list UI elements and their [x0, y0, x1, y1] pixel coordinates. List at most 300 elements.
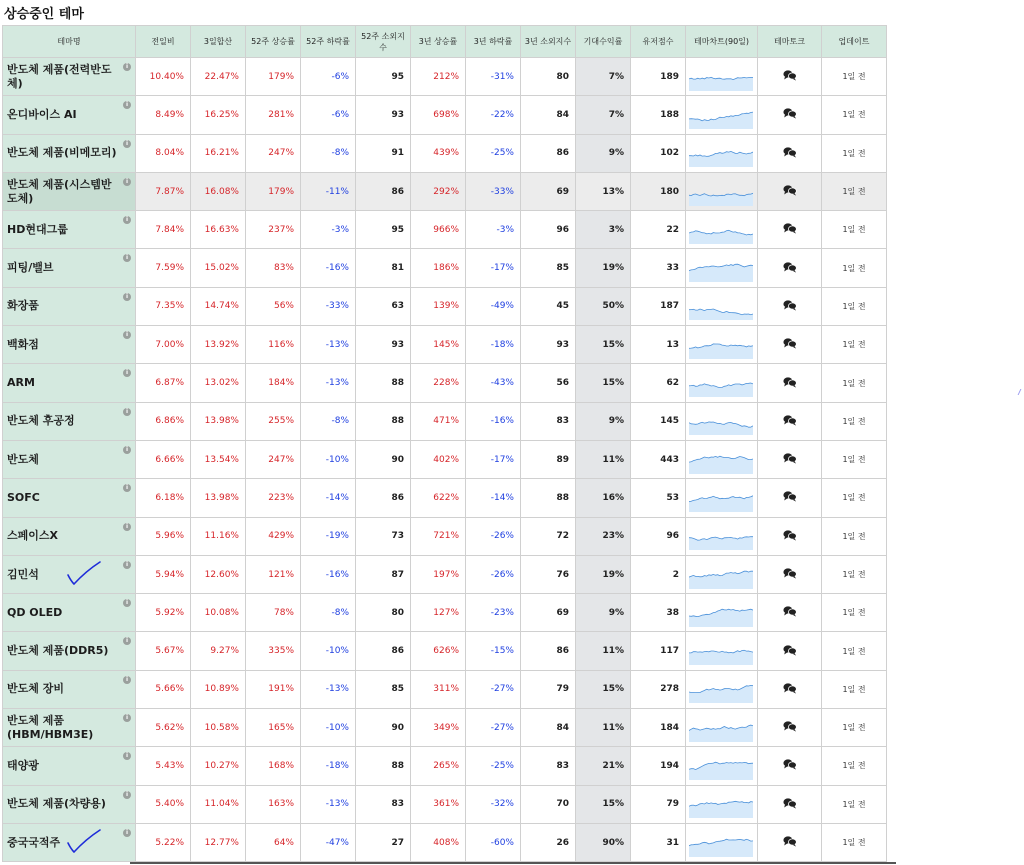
cell-3day-sum: 13.92% [191, 326, 246, 364]
theme-chart-cell[interactable] [686, 249, 758, 287]
theme-name-link[interactable]: QD OLED [7, 605, 63, 619]
header-52w-rise[interactable]: 52주 상승률 [246, 26, 301, 58]
cell-3y-fall: -27% [466, 709, 521, 747]
cell-3y-rise: 408% [411, 823, 466, 861]
theme-name-cell[interactable] [3, 96, 136, 134]
info-circle-icon[interactable]: i [123, 63, 131, 71]
header-expected-return[interactable]: 기대수익률 [576, 26, 631, 58]
cell-3day-sum: 13.02% [191, 364, 246, 402]
theme-name-link[interactable]: 반도체 제품(비메모리) [7, 146, 117, 160]
sparkline-area [689, 77, 753, 91]
header-update[interactable]: 업데이트 [822, 26, 887, 58]
cell-expected-return: 7% [576, 58, 631, 96]
theme-name-cell[interactable] [3, 555, 136, 593]
table-row[interactable] [3, 58, 887, 96]
cell-update: 1일 전 [822, 709, 887, 747]
info-circle-icon[interactable]: i [123, 254, 131, 262]
cell-52w-fall: -6% [301, 58, 356, 96]
cell-prev-day: 5.40% [136, 785, 191, 823]
theme-name-link[interactable]: 반도체 후공정 [7, 414, 75, 428]
theme-name-cell[interactable] [3, 211, 136, 249]
cell-expected-return: 19% [576, 249, 631, 287]
theme-name-cell[interactable] [3, 709, 136, 747]
cell-3y-fall: -16% [466, 402, 521, 440]
cell-52w-neglect: 85 [356, 670, 411, 708]
info-circle-icon[interactable]: i [123, 484, 131, 492]
table-row[interactable] [3, 96, 887, 134]
table-row[interactable] [3, 823, 887, 861]
table-row[interactable] [3, 440, 887, 478]
chat-bubbles-icon[interactable] [783, 567, 797, 579]
cell-3day-sum: 12.60% [191, 555, 246, 593]
table-row[interactable] [3, 287, 887, 325]
theme-sparkline [689, 369, 753, 397]
table-row[interactable] [3, 249, 887, 287]
theme-chart-cell[interactable] [686, 747, 758, 785]
cell-3day-sum: 14.74% [191, 287, 246, 325]
bottom-divider [130, 862, 896, 864]
theme-name-link[interactable]: 반도체 제품(DDR5) [7, 644, 109, 658]
cell-52w-rise: 191% [246, 670, 301, 708]
cell-3y-rise: 311% [411, 670, 466, 708]
table-row[interactable] [3, 326, 887, 364]
theme-chart-cell[interactable] [686, 96, 758, 134]
header-52w-neglect[interactable]: 52주 소외지수 [356, 26, 411, 58]
cell-52w-rise: 64% [246, 823, 301, 861]
chat-bubbles-icon[interactable] [783, 414, 797, 426]
theme-chart-cell[interactable] [686, 594, 758, 632]
cell-expected-return: 15% [576, 670, 631, 708]
chat-bubbles-icon[interactable] [783, 452, 797, 464]
theme-name-cell[interactable] [3, 402, 136, 440]
theme-name-cell[interactable] [3, 326, 136, 364]
cell-52w-rise: 116% [246, 326, 301, 364]
theme-chart-cell[interactable] [686, 709, 758, 747]
theme-talk-cell[interactable] [758, 785, 822, 823]
chat-bubbles-icon[interactable] [783, 146, 797, 158]
theme-sparkline [689, 331, 753, 359]
theme-talk-cell[interactable] [758, 58, 822, 96]
theme-sparkline [689, 139, 753, 167]
theme-name-cell[interactable] [3, 632, 136, 670]
theme-sparkline [689, 637, 753, 665]
theme-sparkline [689, 446, 753, 474]
cell-user-score: 79 [631, 785, 686, 823]
cell-3y-fall: -31% [466, 58, 521, 96]
info-circle-icon[interactable]: i [123, 599, 131, 607]
theme-chart-cell[interactable] [686, 326, 758, 364]
cell-52w-neglect: 90 [356, 440, 411, 478]
sparkline-area [689, 383, 753, 397]
chat-bubbles-icon[interactable] [783, 644, 797, 656]
info-circle-icon[interactable]: i [123, 714, 131, 722]
theme-talk-cell[interactable] [758, 211, 822, 249]
theme-talk-cell[interactable] [758, 747, 822, 785]
info-circle-icon[interactable]: i [123, 408, 131, 416]
theme-talk-cell[interactable] [758, 249, 822, 287]
header-3y-fall[interactable]: 3년 하락률 [466, 26, 521, 58]
cell-update: 1일 전 [822, 58, 887, 96]
theme-talk-cell[interactable] [758, 517, 822, 555]
info-circle-icon[interactable]: i [123, 523, 131, 531]
theme-name-link[interactable]: 피팅/밸브 [7, 261, 54, 275]
theme-name-cell[interactable] [3, 479, 136, 517]
info-circle-icon[interactable]: i [123, 446, 131, 454]
header-3y-rise[interactable]: 3년 상승률 [411, 26, 466, 58]
theme-chart-cell[interactable] [686, 134, 758, 172]
theme-talk-cell[interactable] [758, 632, 822, 670]
cell-prev-day: 10.40% [136, 58, 191, 96]
info-circle-icon[interactable]: i [123, 293, 131, 301]
cell-prev-day: 7.87% [136, 172, 191, 210]
cell-3y-fall: -17% [466, 249, 521, 287]
cell-52w-neglect: 93 [356, 326, 411, 364]
cell-52w-neglect: 81 [356, 249, 411, 287]
theme-name-link[interactable]: 반도체 [7, 452, 39, 466]
cell-52w-fall: -13% [301, 785, 356, 823]
cell-update: 1일 전 [822, 823, 887, 861]
chat-bubbles-icon[interactable] [783, 299, 797, 311]
chat-bubbles-icon[interactable] [783, 529, 797, 541]
theme-name-link[interactable]: 중국국적주 [7, 835, 61, 849]
theme-name-cell[interactable] [3, 134, 136, 172]
theme-sparkline [689, 752, 753, 780]
cell-52w-neglect: 95 [356, 58, 411, 96]
cell-3y-neglect: 26 [521, 823, 576, 861]
theme-sparkline [689, 790, 753, 818]
cell-expected-return: 7% [576, 96, 631, 134]
cell-3y-fall: -14% [466, 479, 521, 517]
cell-52w-fall: -33% [301, 287, 356, 325]
chat-bubbles-icon[interactable] [783, 107, 797, 119]
theme-chart-cell[interactable] [686, 211, 758, 249]
cell-52w-fall: -8% [301, 134, 356, 172]
theme-talk-cell[interactable] [758, 594, 822, 632]
theme-name-link[interactable]: 스페이스X [7, 529, 58, 543]
theme-name-cell[interactable] [3, 364, 136, 402]
cell-3day-sum: 11.16% [191, 517, 246, 555]
theme-sparkline [689, 292, 753, 320]
cell-52w-fall: -8% [301, 402, 356, 440]
theme-sparkline [689, 714, 753, 742]
theme-chart-cell[interactable] [686, 785, 758, 823]
cell-3day-sum: 10.89% [191, 670, 246, 708]
cell-52w-rise: 335% [246, 632, 301, 670]
cell-52w-neglect: 86 [356, 632, 411, 670]
cell-52w-fall: -10% [301, 440, 356, 478]
cell-52w-rise: 83% [246, 249, 301, 287]
cell-3y-neglect: 72 [521, 517, 576, 555]
info-circle-icon[interactable]: i [123, 561, 131, 569]
header-theme-name[interactable]: 테마명 [3, 26, 136, 58]
table-row[interactable] [3, 632, 887, 670]
cell-user-score: 31 [631, 823, 686, 861]
info-circle-icon[interactable]: i [123, 676, 131, 684]
theme-name-link[interactable]: 반도체 제품(차량용) [7, 797, 106, 811]
cell-3y-rise: 212% [411, 58, 466, 96]
cell-expected-return: 50% [576, 287, 631, 325]
theme-name-link[interactable]: HD현대그룹 [7, 222, 68, 236]
header-52w-fall[interactable]: 52주 하락률 [301, 26, 356, 58]
cell-user-score: 184 [631, 709, 686, 747]
theme-talk-cell[interactable] [758, 479, 822, 517]
theme-name-link[interactable]: 화장품 [7, 299, 39, 313]
cell-52w-rise: 281% [246, 96, 301, 134]
theme-name-link[interactable]: 온디바이스 AI [7, 107, 77, 121]
cell-52w-fall: -3% [301, 211, 356, 249]
cell-expected-return: 9% [576, 594, 631, 632]
table-row[interactable] [3, 747, 887, 785]
cell-prev-day: 7.84% [136, 211, 191, 249]
theme-chart-cell[interactable] [686, 402, 758, 440]
chat-bubbles-icon[interactable] [783, 222, 797, 234]
cell-52w-fall: -11% [301, 172, 356, 210]
chat-bubbles-icon[interactable] [783, 261, 797, 273]
table-row[interactable] [3, 670, 887, 708]
cell-3day-sum: 10.27% [191, 747, 246, 785]
theme-chart-cell[interactable] [686, 823, 758, 861]
cell-update: 1일 전 [822, 594, 887, 632]
theme-name-cell[interactable] [3, 670, 136, 708]
theme-name-cell[interactable] [3, 823, 136, 861]
stray-mark [1018, 389, 1024, 395]
cell-52w-rise: 184% [246, 364, 301, 402]
cell-3y-fall: -25% [466, 134, 521, 172]
cell-expected-return: 11% [576, 440, 631, 478]
theme-talk-cell[interactable] [758, 172, 822, 210]
header-prev-day[interactable]: 전일비 [136, 26, 191, 58]
cell-3y-fall: -32% [466, 785, 521, 823]
cell-3day-sum: 12.77% [191, 823, 246, 861]
theme-talk-cell[interactable] [758, 670, 822, 708]
cell-52w-rise: 179% [246, 172, 301, 210]
theme-talk-cell[interactable] [758, 709, 822, 747]
theme-chart-cell[interactable] [686, 172, 758, 210]
cell-52w-fall: -16% [301, 555, 356, 593]
chat-bubbles-icon[interactable] [783, 720, 797, 732]
cell-3day-sum: 10.58% [191, 709, 246, 747]
table-row[interactable] [3, 364, 887, 402]
cell-update: 1일 전 [822, 287, 887, 325]
theme-name-link[interactable]: SOFC [7, 490, 40, 504]
table-row[interactable] [3, 211, 887, 249]
theme-name-link[interactable]: 백화점 [7, 337, 39, 351]
chat-bubbles-icon[interactable] [783, 605, 797, 617]
cell-update: 1일 전 [822, 96, 887, 134]
cell-expected-return: 11% [576, 632, 631, 670]
theme-talk-cell[interactable] [758, 823, 822, 861]
cell-52w-neglect: 87 [356, 555, 411, 593]
cell-3y-rise: 349% [411, 709, 466, 747]
theme-chart-cell[interactable] [686, 632, 758, 670]
chat-bubbles-icon[interactable] [783, 682, 797, 694]
cell-user-score: 96 [631, 517, 686, 555]
chat-bubbles-icon[interactable] [783, 337, 797, 349]
theme-name-link[interactable]: 반도체 제품(HBM/HBM3E) [7, 713, 94, 741]
cell-52w-rise: 429% [246, 517, 301, 555]
theme-talk-cell[interactable] [758, 402, 822, 440]
cell-3y-fall: -33% [466, 172, 521, 210]
cell-3day-sum: 13.98% [191, 402, 246, 440]
theme-chart-cell[interactable] [686, 479, 758, 517]
cell-3y-neglect: 69 [521, 172, 576, 210]
cell-3y-neglect: 86 [521, 632, 576, 670]
header-3y-neglect[interactable]: 3년 소외지수 [521, 26, 576, 58]
table-row[interactable] [3, 134, 887, 172]
cell-3y-rise: 265% [411, 747, 466, 785]
cell-3y-rise: 622% [411, 479, 466, 517]
sparkline-area [689, 571, 753, 589]
theme-talk-cell[interactable] [758, 96, 822, 134]
cell-user-score: 13 [631, 326, 686, 364]
theme-talk-cell[interactable] [758, 555, 822, 593]
chat-bubbles-icon[interactable] [783, 797, 797, 809]
theme-name-cell[interactable] [3, 747, 136, 785]
cell-expected-return: 15% [576, 785, 631, 823]
theme-name-cell[interactable] [3, 287, 136, 325]
cell-update: 1일 전 [822, 326, 887, 364]
theme-name-link[interactable]: 반도체 장비 [7, 682, 64, 696]
theme-name-cell[interactable] [3, 249, 136, 287]
theme-chart-cell[interactable] [686, 517, 758, 555]
cell-3y-rise: 292% [411, 172, 466, 210]
theme-talk-cell[interactable] [758, 364, 822, 402]
cell-3y-rise: 197% [411, 555, 466, 593]
theme-name-link[interactable]: 반도체 제품(시스템반도체) [7, 177, 112, 205]
info-circle-icon[interactable]: i [123, 829, 131, 837]
theme-name-link[interactable]: 김민석 [7, 567, 39, 581]
cell-3day-sum: 16.63% [191, 211, 246, 249]
header-user-score[interactable]: 유저점수 [631, 26, 686, 58]
table-row[interactable] [3, 594, 887, 632]
cell-prev-day: 5.22% [136, 823, 191, 861]
cell-3day-sum: 16.25% [191, 96, 246, 134]
cell-3y-fall: -26% [466, 517, 521, 555]
cell-prev-day: 5.62% [136, 709, 191, 747]
cell-3y-fall: -60% [466, 823, 521, 861]
table-body [3, 58, 887, 862]
theme-chart-cell[interactable] [686, 670, 758, 708]
theme-talk-cell[interactable] [758, 440, 822, 478]
table-row[interactable] [3, 555, 887, 593]
cell-52w-neglect: 63 [356, 287, 411, 325]
info-circle-icon[interactable]: i [123, 637, 131, 645]
cell-52w-neglect: 86 [356, 172, 411, 210]
table-row[interactable] [3, 172, 887, 210]
header-theme-talk[interactable]: 테마토크 [758, 26, 822, 58]
cell-3y-rise: 139% [411, 287, 466, 325]
cell-52w-fall: -14% [301, 479, 356, 517]
theme-talk-cell[interactable] [758, 287, 822, 325]
cell-user-score: 189 [631, 58, 686, 96]
cell-3y-neglect: 86 [521, 134, 576, 172]
info-circle-icon[interactable]: i [123, 101, 131, 109]
table-row[interactable] [3, 402, 887, 440]
header-theme-chart[interactable]: 테마차트(90일) [686, 26, 758, 58]
cell-3day-sum: 13.54% [191, 440, 246, 478]
chat-bubbles-icon[interactable] [783, 184, 797, 196]
theme-talk-cell[interactable] [758, 326, 822, 364]
cell-3y-rise: 228% [411, 364, 466, 402]
cell-3y-fall: -23% [466, 594, 521, 632]
cell-3y-fall: -18% [466, 326, 521, 364]
cell-52w-fall: -13% [301, 364, 356, 402]
cell-3y-neglect: 76 [521, 555, 576, 593]
cell-3y-fall: -49% [466, 287, 521, 325]
chat-bubbles-icon[interactable] [783, 69, 797, 81]
cell-52w-rise: 255% [246, 402, 301, 440]
cell-expected-return: 21% [576, 747, 631, 785]
theme-talk-cell[interactable] [758, 134, 822, 172]
cell-expected-return: 3% [576, 211, 631, 249]
cell-3y-fall: -26% [466, 555, 521, 593]
cell-3y-neglect: 83 [521, 747, 576, 785]
theme-name-cell[interactable] [3, 517, 136, 555]
chat-bubbles-icon[interactable] [783, 376, 797, 388]
theme-name-cell[interactable] [3, 172, 136, 210]
info-circle-icon[interactable]: i [123, 216, 131, 224]
cell-3y-rise: 186% [411, 249, 466, 287]
theme-table [2, 25, 887, 862]
cell-52w-fall: -13% [301, 670, 356, 708]
cell-52w-fall: -19% [301, 517, 356, 555]
theme-name-cell[interactable] [3, 785, 136, 823]
sparkline-area [689, 686, 753, 704]
cell-3y-neglect: 45 [521, 287, 576, 325]
theme-sparkline [689, 675, 753, 703]
table-row[interactable] [3, 517, 887, 555]
info-circle-icon[interactable]: i [123, 752, 131, 760]
theme-chart-cell[interactable] [686, 287, 758, 325]
info-circle-icon[interactable]: i [123, 369, 131, 377]
theme-chart-cell[interactable] [686, 555, 758, 593]
theme-name-cell[interactable] [3, 440, 136, 478]
cell-52w-neglect: 93 [356, 96, 411, 134]
cell-52w-fall: -6% [301, 96, 356, 134]
chat-bubbles-icon[interactable] [783, 835, 797, 847]
theme-name-link[interactable]: ARM [7, 376, 35, 390]
info-circle-icon[interactable]: i [123, 791, 131, 799]
info-circle-icon[interactable]: i [123, 140, 131, 148]
theme-chart-cell[interactable] [686, 440, 758, 478]
theme-name-link[interactable]: 반도체 제품(전력반도체) [7, 62, 112, 90]
info-circle-icon[interactable]: i [123, 178, 131, 186]
table-row[interactable] [3, 479, 887, 517]
chat-bubbles-icon[interactable] [783, 758, 797, 770]
cell-3y-rise: 439% [411, 134, 466, 172]
header-3day-sum[interactable]: 3일합산 [191, 26, 246, 58]
cell-3y-neglect: 84 [521, 96, 576, 134]
theme-name-cell[interactable] [3, 58, 136, 96]
cell-3day-sum: 22.47% [191, 58, 246, 96]
chat-bubbles-icon[interactable] [783, 490, 797, 502]
cell-3y-fall: -22% [466, 96, 521, 134]
theme-sparkline [689, 63, 753, 91]
cell-prev-day: 7.00% [136, 326, 191, 364]
info-circle-icon[interactable]: i [123, 331, 131, 339]
cell-user-score: 117 [631, 632, 686, 670]
table-row[interactable] [3, 709, 887, 747]
cell-52w-neglect: 88 [356, 747, 411, 785]
cell-3y-rise: 966% [411, 211, 466, 249]
theme-name-cell[interactable] [3, 594, 136, 632]
table-row[interactable] [3, 785, 887, 823]
cell-52w-neglect: 80 [356, 594, 411, 632]
theme-chart-cell[interactable] [686, 364, 758, 402]
theme-sparkline [689, 561, 753, 589]
theme-name-link[interactable]: 태양광 [7, 758, 39, 772]
theme-chart-cell[interactable] [686, 58, 758, 96]
